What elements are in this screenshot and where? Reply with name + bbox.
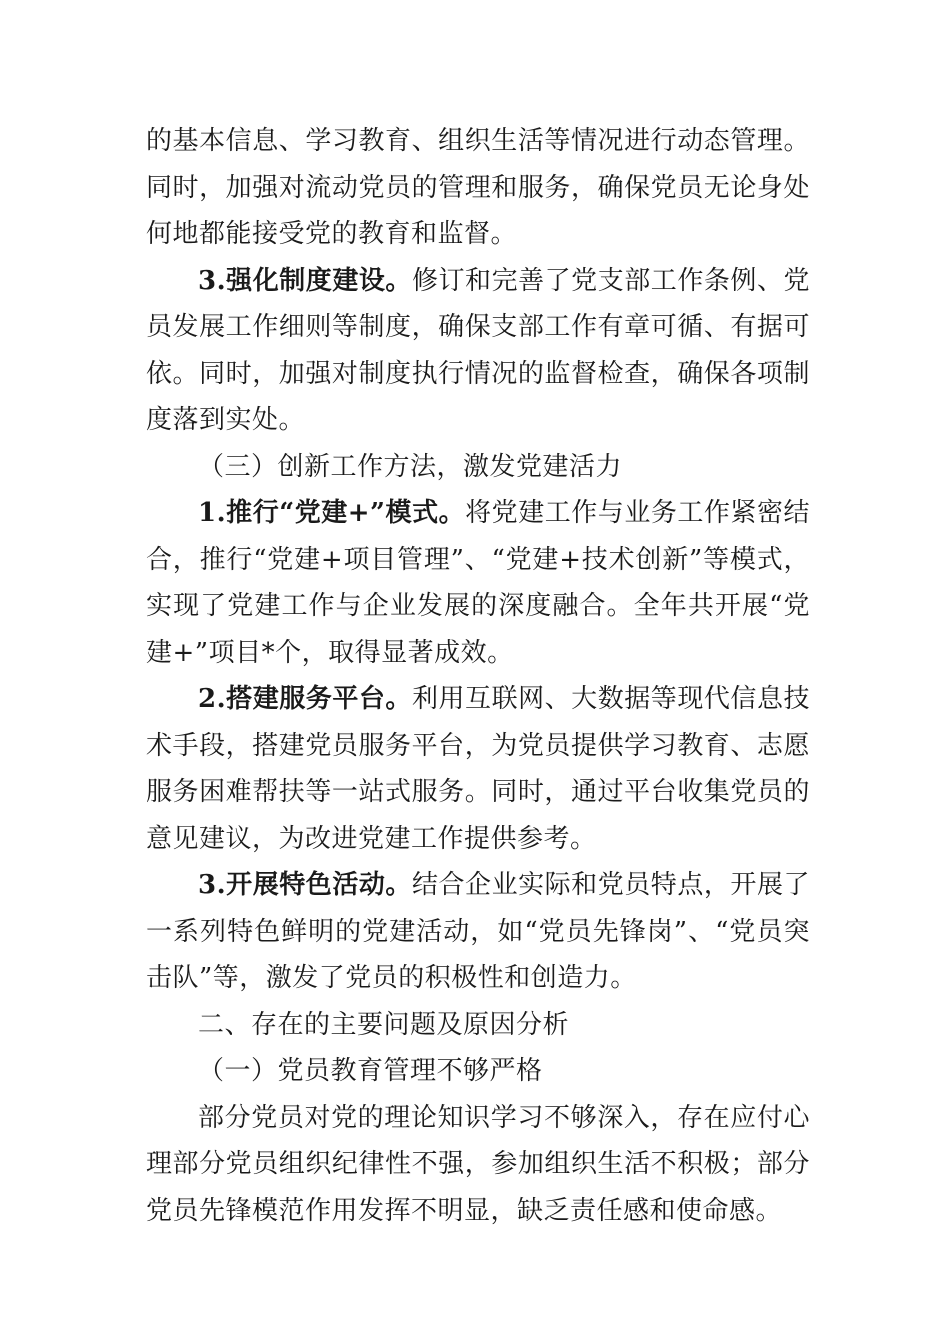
subheading-innovate-methods: （三）创新工作方法，激发党建活力 xyxy=(198,451,623,482)
paragraph-text: 结合企业实际和党员特点，开展了一系列特色鲜明的党建活动，如“党员先锋岗”、“党员突击队”等，激发了党员的积极性和创造力。 xyxy=(146,870,810,993)
paragraph-lead: 3.开展特色活动。 xyxy=(198,870,412,900)
paragraph-lead: 2.搭建服务平台。 xyxy=(198,684,412,714)
paragraph-member-issues xyxy=(146,1095,810,1235)
paragraph-lead: 1.推行“党建+”模式。 xyxy=(198,498,466,528)
paragraph-member-info xyxy=(146,118,810,258)
subheading-education-management: （一）党员教育管理不够严格 xyxy=(198,1056,543,1086)
paragraph-text: 的基本信息、学习教育、组织生活等情况进行动态管理。同时，加强对流动党员的管理和服务，确保党员无论身处何地都能接受党的教育和监督。 xyxy=(146,126,810,249)
paragraph-system-building xyxy=(146,258,810,444)
paragraph-party-plus-mode xyxy=(146,490,810,676)
paragraph-text: 利用互联网、大数据等现代信息技术手段，搭建党员服务平台，为党员提供学习教育、志愿服务困难帮扶等一站式服务。同时，通过平台收集党员的意见建议，为改进党建工作提供参考。 xyxy=(146,684,810,854)
paragraph-special-activities xyxy=(146,862,810,1002)
paragraph-text: 部分党员对党的理论知识学习不够深入，存在应付心理部分党员组织纪律性不强，参加组织生活不积极；部分党员先锋模范作用发挥不明显，缺乏责任感和使命感。 xyxy=(146,1102,810,1226)
paragraph-text: 将党建工作与业务工作紧密结合，推行“党建+项目管理”、“党建+技术创新”等模式，实现了党建工作与企业发展的深度融合。全年共开展“党建+”项目*个，取得显著成效。 xyxy=(146,498,810,668)
document-page xyxy=(146,118,810,1234)
section-heading-problems: 二、存在的主要问题及原因分析 xyxy=(198,1009,570,1040)
paragraph-service-platform xyxy=(146,676,810,862)
paragraph-lead: 3.强化制度建设。 xyxy=(198,265,412,296)
paragraph-text: 修订和完善了党支部工作条例、党员发展工作细则等制度，确保支部工作有章可循、有据可依。同时，加强对制度执行情况的监督检查，确保各项制度落到实处。 xyxy=(146,265,810,435)
